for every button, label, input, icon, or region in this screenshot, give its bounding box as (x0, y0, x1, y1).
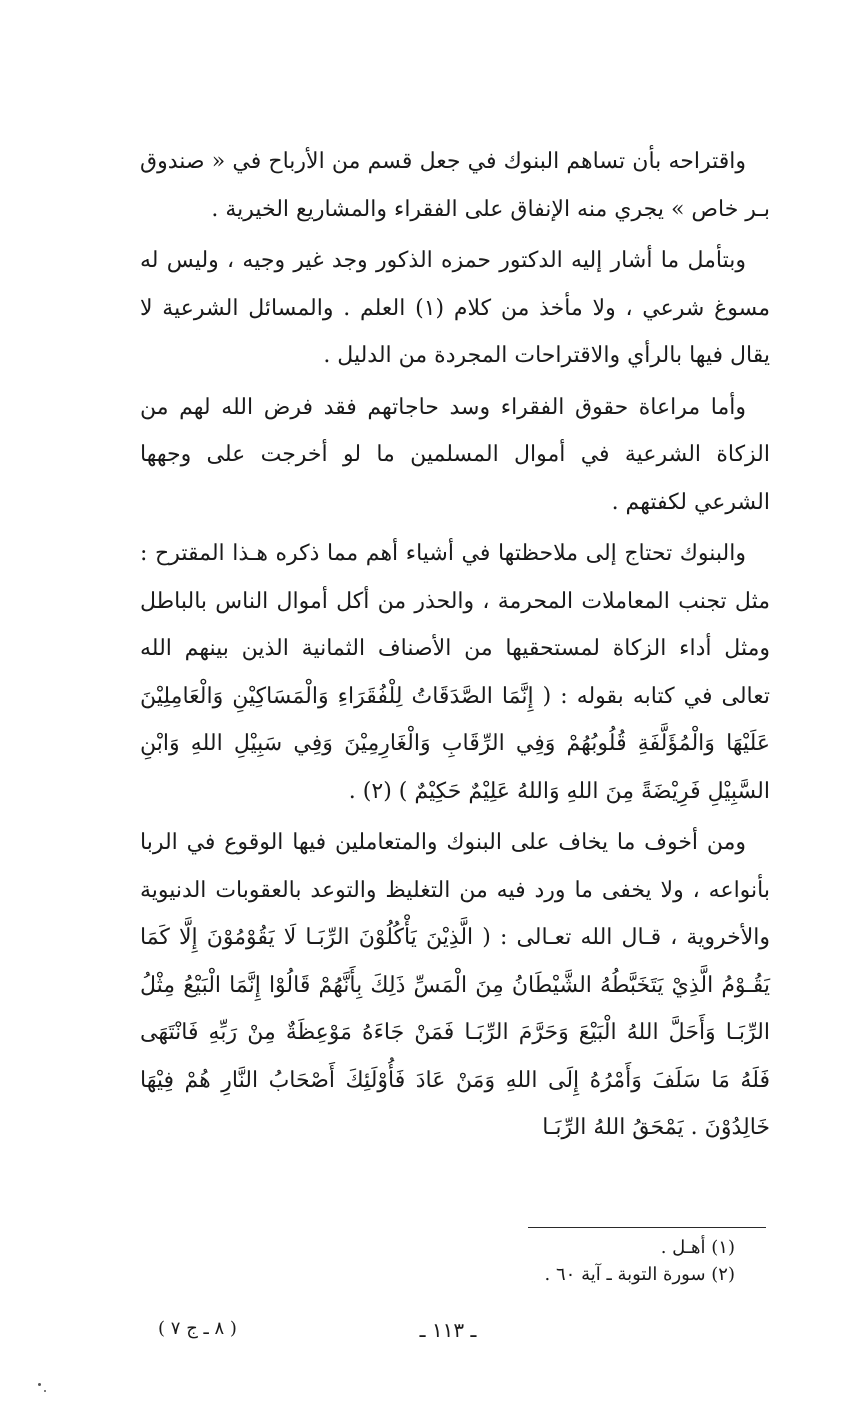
page-number: ـ ١١٣ ـ (419, 1318, 477, 1342)
paragraph-bank-needs: والبنوك تحتاج إلى ملاحظتها في أشياء أهم مما ذكره هـذا المقترح : مثل تجنب المعاملات المحرمة ، والحذر من أكل أموال الناس بالباطل ومثل أداء الزكاة لمستحقيها من الأصناف الثمانية الذين بينهم الله تعالى في كتابه بقوله : ( إِنَّمَا الصَّدَقَاتُ لِلْفُقَرَاءِ وَالْمَسَاكِيْنِ وَالْعَامِلِيْنَ عَلَيْهَا وَالْمُؤَلَّفَةِ قُلُوبُهُمْ وَفِي الرِّقَابِ وَالْغَارِمِيْنَ وَفِي سَبِيْلِ اللهِ وَابْنِ السَّبِيْلِ فَرِيْضَةً مِنَ اللهِ وَاللهُ عَلِيْمٌ حَكِيْمٌ ) (٢) . (140, 541, 770, 804)
footnote-2: (٢) سورة التوبة ـ آية ٦٠ . (544, 1264, 735, 1285)
footnotes (335, 1234, 735, 1288)
scan-speck (38, 1383, 41, 1386)
paragraph-bank-proposal: واقتراحه بأن تساهم البنوك في جعل قسم من الأرباح في « صندوق بـر خاص » يجري منه الإنفاق على الفقراء والمشاريع الخيرية . (140, 149, 770, 222)
paragraph-evaluation: وبتأمل ما أشار إليه الدكتور حمزه الذكور وجد غير وجيه ، وليس له مسوغ شرعي ، ولا مأخذ من كلام (١) العلم . والمسائل الشرعية لا يقال فيها بالرأي والاقتراحات المجردة من الدليل . (140, 248, 770, 368)
paragraph-zakat: وأما مراعاة حقوق الفقراء وسد حاجاتهم فقد فرض الله لهم من الزكاة الشرعية في أموال المسلمين ما لو أخرجت على وجهها الشرعي لكفتهم . (140, 394, 770, 515)
body-text (140, 138, 770, 1156)
scan-speck (44, 1390, 46, 1392)
footnote-divider (528, 1227, 766, 1228)
paragraph-riba: ومن أخوف ما يخاف على البنوك والمتعاملين فيها الوقوع في الربا بأنواعه ، ولا يخفى ما ورد فيه من التغليظ والتوعد بالعقوبات الدنيوية والأخروية ، قـال الله تعـالى : ( الَّذِيْنَ يَأْكُلُوْنَ الرِّبَـا لَا يَقُوْمُوْنَ إِلَّا كَمَا يَقُـوْمُ الَّذِيْ يَتَخَبَّطُهُ الشَّيْطَانُ مِنَ الْمَسِّ ذَلِكَ بِأَنَّهُمْ قَالُوْا إِنَّمَا الْبَيْعُ مِثْلُ الرِّبَـا وَأَحَلَّ اللهُ الْبَيْعَ وَحَرَّمَ الرِّبَـا فَمَنْ جَاءَهُ مَوْعِظَةٌ مِنْ رَبِّهِ فَانْتَهَى فَلَهُ مَا سَلَفَ وَأَمْرُهُ إِلَى اللهِ وَمَنْ عَادَ فَأُوْلَئِكَ أَصْحَابُ النَّارِ هُمْ فِيْهَا خَالِدُوْنَ . يَمْحَقُ اللهُ الرِّبَـا (140, 830, 770, 1140)
signature-mark: ( ٨ ـ ج ٧ ) (158, 1318, 237, 1339)
footnote-1: (١) أهـل . (660, 1237, 735, 1258)
